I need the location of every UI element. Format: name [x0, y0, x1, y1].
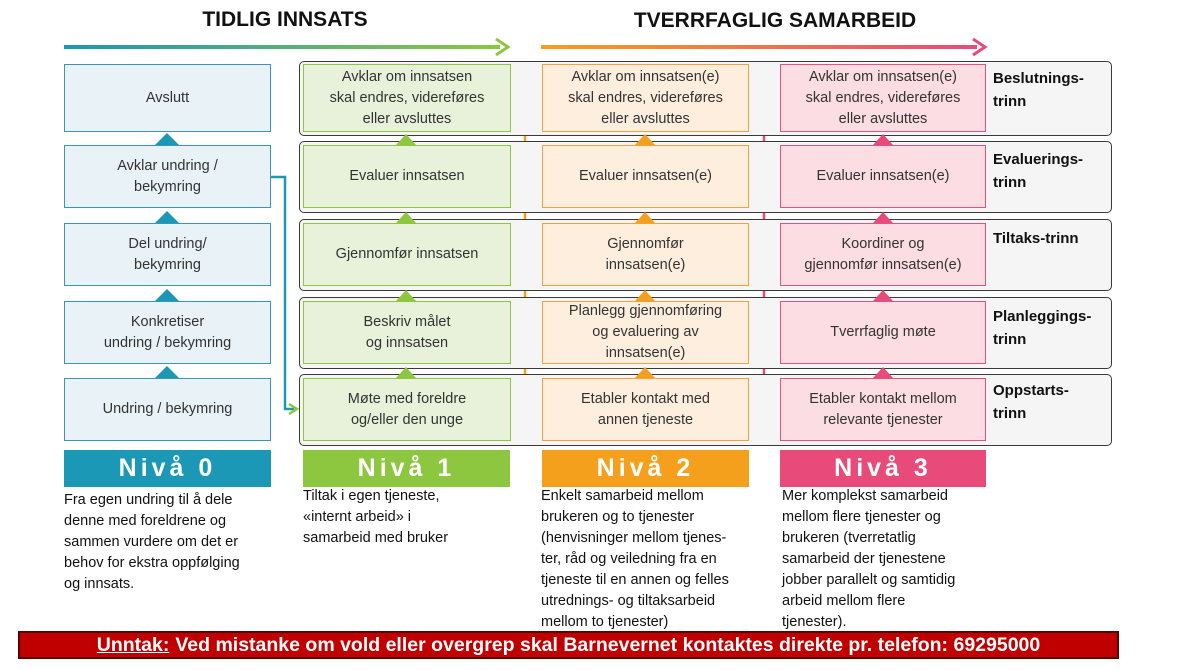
step-label-oppstart: Oppstarts- trinn — [993, 382, 1069, 422]
niva3-box-koordiner: Koordiner og gjennomfør innsatsen(e) — [780, 223, 986, 286]
step-label-tiltak: Tiltaks-trinn — [993, 230, 1079, 247]
niva3-box-tverrfaglig: Tverrfaglig møte — [780, 301, 986, 364]
niva3-banner: Nivå 3 — [780, 450, 986, 487]
exception-prefix: Unntak: — [96, 633, 170, 656]
header-tidlig-innsats: TIDLIG INNSATS — [202, 8, 368, 31]
exception-banner — [18, 631, 1119, 659]
niva3-box-evaluer: Evaluer innsatsen(e) — [780, 145, 986, 208]
niva0-box-avslutt: Avslutt — [64, 64, 271, 132]
niva1-box-gjennomfor: Gjennomfør innsatsen — [303, 223, 511, 286]
niva3-box-avklar: Avklar om innsatsen(e) skal endres, videreføres eller avsluttes — [780, 64, 986, 132]
niva0-description: Fra egen undring til å dele denne med foreldrene og sammen vurdere om det er behov for ekstra oppfølging og innsats. — [64, 492, 240, 592]
niva1-description: Tiltak i egen tjeneste, «internt arbeid» i samarbeid med bruker — [303, 488, 449, 546]
niva0-box-undring: Undring / bekymring — [64, 378, 271, 441]
niva0-box-del: Del undring/ bekymring — [64, 223, 271, 286]
niva0-box-avklar: Avklar undring / bekymring — [64, 145, 271, 208]
step-label-planlegging: Planleggings- trinn — [993, 308, 1092, 348]
niva1-box-mote: Møte med foreldre og/eller den unge — [303, 378, 511, 441]
niva0-banner: Nivå 0 — [64, 450, 271, 487]
niva2-box-planlegg: Planlegg gjennomføring og evaluering av innsatsen(e) — [542, 301, 749, 364]
step-label-evaluering: Evaluerings- trinn — [993, 151, 1084, 191]
niva3-description: Mer komplekst samarbeid mellom flere tjenester og brukeren (tverretatlig samarbeid der tjenestene jobber parallelt og samtidig arbeid mellom flere tjenester). — [782, 488, 956, 630]
niva1-box-evaluer: Evaluer innsatsen — [303, 145, 511, 208]
niva1-box-avklar: Avklar om innsatsen skal endres, videreføres eller avsluttes — [303, 64, 511, 132]
niva2-banner: Nivå 2 — [542, 450, 749, 487]
niva2-box-evaluer: Evaluer innsatsen(e) — [542, 145, 749, 208]
niva2-box-avklar: Avklar om innsatsen(e) skal endres, videreføres eller avsluttes — [542, 64, 749, 132]
niva2-description: Enkelt samarbeid mellom brukeren og to tjenester (henvisninger mellom tjenes- ter, råd og veiledning fra en tjeneste til en annen og felles utrednings- og tiltaksarbeid mellom to tjenester) — [541, 488, 729, 630]
exception-text: Ved mistanke om vold eller overgrep skal Barnevernet kontaktes direkte pr. telefon: 69295000 — [175, 633, 1041, 656]
header-tverrfaglig-samarbeid: TVERRFAGLIG SAMARBEID — [633, 9, 917, 32]
step-label-beslutning: Beslutnings- trinn — [993, 70, 1084, 110]
niva2-box-gjennomfor: Gjennomfør innsatsen(e) — [542, 223, 749, 286]
niva2-box-etabler: Etabler kontakt med annen tjeneste — [542, 378, 749, 441]
niva1-box-beskriv: Beskriv målet og innsatsen — [303, 301, 511, 364]
niva3-box-etabler: Etabler kontakt mellom relevante tjenester — [780, 378, 986, 441]
niva0-box-konkretiser: Konkretiser undring / bekymring — [64, 301, 271, 364]
niva1-banner: Nivå 1 — [303, 450, 510, 487]
